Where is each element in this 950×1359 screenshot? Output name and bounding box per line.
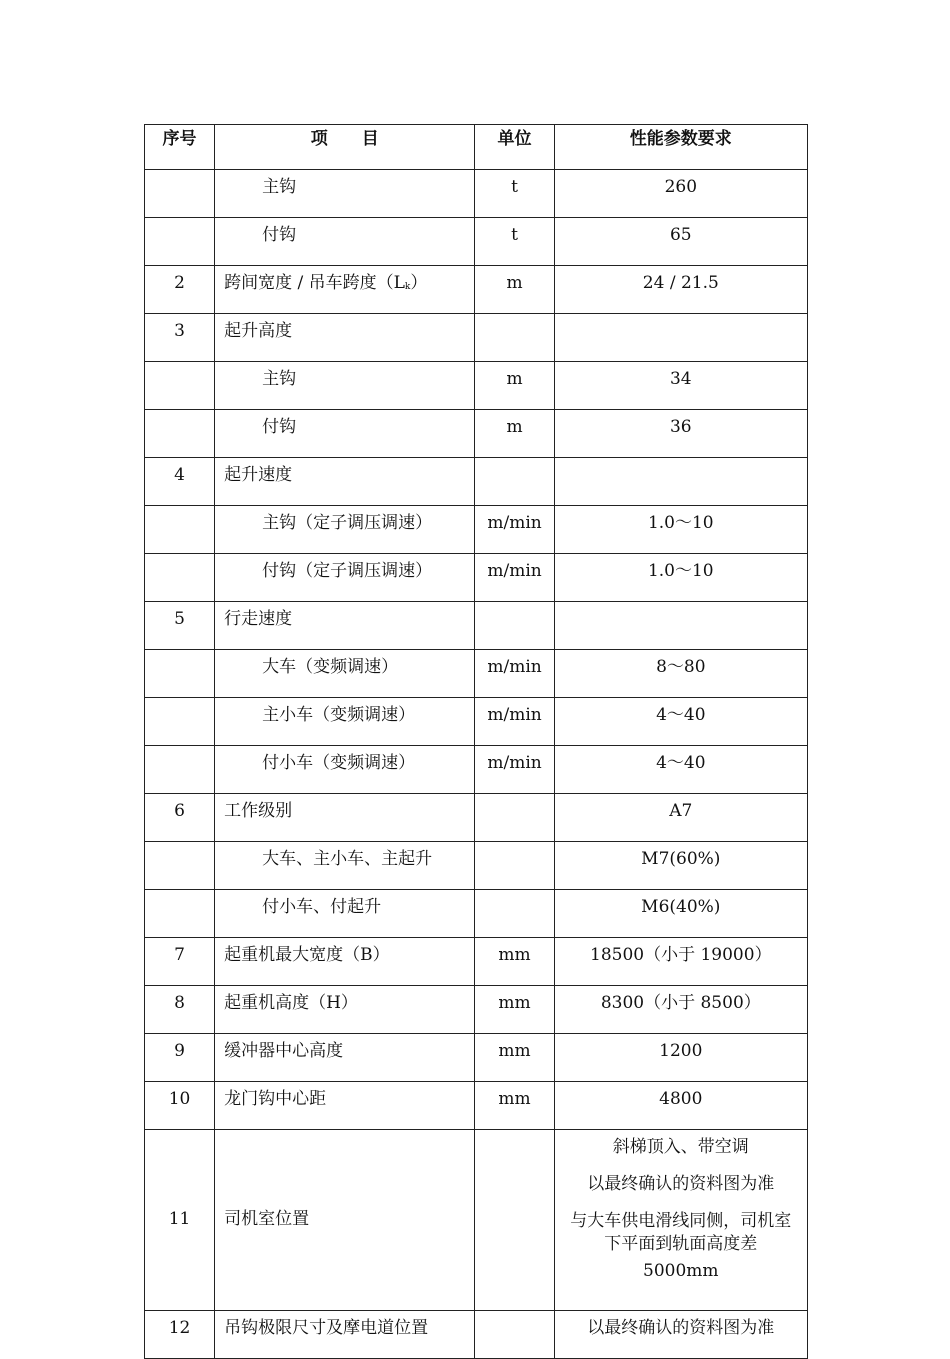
row-item: 吊钩极限尺寸及摩电道位置 bbox=[215, 1311, 475, 1359]
row-unit: mm bbox=[475, 1082, 554, 1130]
row-value: 260 bbox=[554, 170, 807, 218]
value-line: 5000mm bbox=[643, 1260, 719, 1281]
row-value: 65 bbox=[554, 218, 807, 266]
row-item: 龙门钩中心距 bbox=[215, 1082, 475, 1130]
row-item-text: 跨间宽度 / 吊车跨度（L bbox=[224, 273, 405, 293]
row-no bbox=[145, 170, 215, 218]
row-item: 付钩 bbox=[215, 410, 475, 458]
table-row bbox=[145, 458, 808, 506]
row-item-tail: ） bbox=[410, 273, 428, 293]
header-value: 性能参数要求 bbox=[554, 125, 807, 170]
row-no: 6 bbox=[145, 794, 215, 842]
table-row bbox=[145, 986, 808, 1034]
row-unit: t bbox=[475, 218, 554, 266]
row-unit: mm bbox=[475, 938, 554, 986]
row-unit: mm bbox=[475, 1034, 554, 1082]
row-no bbox=[145, 746, 215, 794]
row-no bbox=[145, 842, 215, 890]
row-item: 起重机最大宽度（B） bbox=[215, 938, 475, 986]
row-value bbox=[554, 458, 807, 506]
row-no bbox=[145, 218, 215, 266]
row-unit bbox=[475, 1130, 554, 1311]
row-no: 11 bbox=[145, 1130, 215, 1311]
table-row bbox=[145, 506, 808, 554]
row-item: 主钩（定子调压调速） bbox=[215, 506, 475, 554]
row-unit bbox=[475, 314, 554, 362]
row-unit: m bbox=[475, 410, 554, 458]
row-value: M6(40%) bbox=[554, 890, 807, 938]
row-item: 工作级别 bbox=[215, 794, 475, 842]
row-no bbox=[145, 362, 215, 410]
row-unit: m bbox=[475, 266, 554, 314]
row-value: 1200 bbox=[554, 1034, 807, 1082]
table-row bbox=[145, 410, 808, 458]
row-item: 付小车（变频调速） bbox=[215, 746, 475, 794]
row-no: 9 bbox=[145, 1034, 215, 1082]
table-row-driver-cab bbox=[145, 1130, 808, 1311]
row-item: 大车、主小车、主起升 bbox=[215, 842, 475, 890]
row-value: 以最终确认的资料图为准 bbox=[554, 1311, 807, 1359]
row-item: 起升高度 bbox=[215, 314, 475, 362]
row-value-multiline bbox=[554, 1130, 807, 1311]
table-row bbox=[145, 698, 808, 746]
row-no: 8 bbox=[145, 986, 215, 1034]
table-row bbox=[145, 170, 808, 218]
table-row bbox=[145, 650, 808, 698]
table-row bbox=[145, 266, 808, 314]
row-item: 起升速度 bbox=[215, 458, 475, 506]
row-value: 4～40 bbox=[554, 698, 807, 746]
row-item: 司机室位置 bbox=[215, 1130, 475, 1311]
header-no: 序号 bbox=[145, 125, 215, 170]
table-row bbox=[145, 842, 808, 890]
row-item: 主小车（变频调速） bbox=[215, 698, 475, 746]
row-value: 4800 bbox=[554, 1082, 807, 1130]
row-value: A7 bbox=[554, 794, 807, 842]
row-no: 5 bbox=[145, 602, 215, 650]
row-value: 36 bbox=[554, 410, 807, 458]
row-no bbox=[145, 650, 215, 698]
row-unit: m bbox=[475, 362, 554, 410]
row-unit bbox=[475, 794, 554, 842]
table-row bbox=[145, 938, 808, 986]
row-value bbox=[554, 602, 807, 650]
row-unit bbox=[475, 458, 554, 506]
table-row bbox=[145, 602, 808, 650]
row-unit: m/min bbox=[475, 554, 554, 602]
row-value: M7(60%) bbox=[554, 842, 807, 890]
row-no bbox=[145, 554, 215, 602]
row-value: 18500（小于 19000） bbox=[554, 938, 807, 986]
row-value: 8～80 bbox=[554, 650, 807, 698]
row-value: 8300（小于 8500） bbox=[554, 986, 807, 1034]
table-row bbox=[145, 362, 808, 410]
row-item: 起重机高度（H） bbox=[215, 986, 475, 1034]
row-unit bbox=[475, 1311, 554, 1359]
row-value: 1.0～10 bbox=[554, 506, 807, 554]
row-unit: mm bbox=[475, 986, 554, 1034]
row-item bbox=[215, 266, 475, 314]
table-row bbox=[145, 554, 808, 602]
row-value: 34 bbox=[554, 362, 807, 410]
row-no: 4 bbox=[145, 458, 215, 506]
row-no: 7 bbox=[145, 938, 215, 986]
row-value: 1.0～10 bbox=[554, 554, 807, 602]
header-item: 项 目 bbox=[215, 125, 475, 170]
row-item: 大车（变频调速） bbox=[215, 650, 475, 698]
row-no bbox=[145, 890, 215, 938]
row-no bbox=[145, 506, 215, 554]
header-unit: 单位 bbox=[475, 125, 554, 170]
row-unit bbox=[475, 602, 554, 650]
row-no: 3 bbox=[145, 314, 215, 362]
row-item: 付小车、付起升 bbox=[215, 890, 475, 938]
row-unit bbox=[475, 890, 554, 938]
row-no: 2 bbox=[145, 266, 215, 314]
table-row bbox=[145, 794, 808, 842]
table-row bbox=[145, 1311, 808, 1359]
table-row bbox=[145, 218, 808, 266]
row-item: 行走速度 bbox=[215, 602, 475, 650]
row-item: 付钩（定子调压调速） bbox=[215, 554, 475, 602]
table-row bbox=[145, 314, 808, 362]
table-row bbox=[145, 746, 808, 794]
table-row bbox=[145, 1034, 808, 1082]
value-line: 与大车供电滑线同侧，司机室下平面到轨面高度差 bbox=[570, 1210, 792, 1254]
row-item-subscript: k bbox=[404, 282, 411, 292]
row-value: 24 / 21.5 bbox=[554, 266, 807, 314]
value-line: 斜梯顶入、带空调 bbox=[612, 1137, 749, 1157]
row-no bbox=[145, 698, 215, 746]
row-value bbox=[554, 314, 807, 362]
row-item: 付钩 bbox=[215, 218, 475, 266]
row-unit: m/min bbox=[475, 746, 554, 794]
row-unit: m/min bbox=[475, 650, 554, 698]
row-no: 12 bbox=[145, 1311, 215, 1359]
row-unit: m/min bbox=[475, 506, 554, 554]
row-item: 主钩 bbox=[215, 362, 475, 410]
row-unit: t bbox=[475, 170, 554, 218]
row-item: 缓冲器中心高度 bbox=[215, 1034, 475, 1082]
value-line: 以最终确认的资料图为准 bbox=[587, 1173, 775, 1194]
row-value: 4～40 bbox=[554, 746, 807, 794]
table-row bbox=[145, 1082, 808, 1130]
row-no bbox=[145, 410, 215, 458]
row-unit: m/min bbox=[475, 698, 554, 746]
table-row bbox=[145, 890, 808, 938]
row-no: 10 bbox=[145, 1082, 215, 1130]
row-unit bbox=[475, 842, 554, 890]
table-header-row bbox=[145, 125, 808, 170]
spec-table bbox=[144, 124, 808, 1359]
row-item: 主钩 bbox=[215, 170, 475, 218]
